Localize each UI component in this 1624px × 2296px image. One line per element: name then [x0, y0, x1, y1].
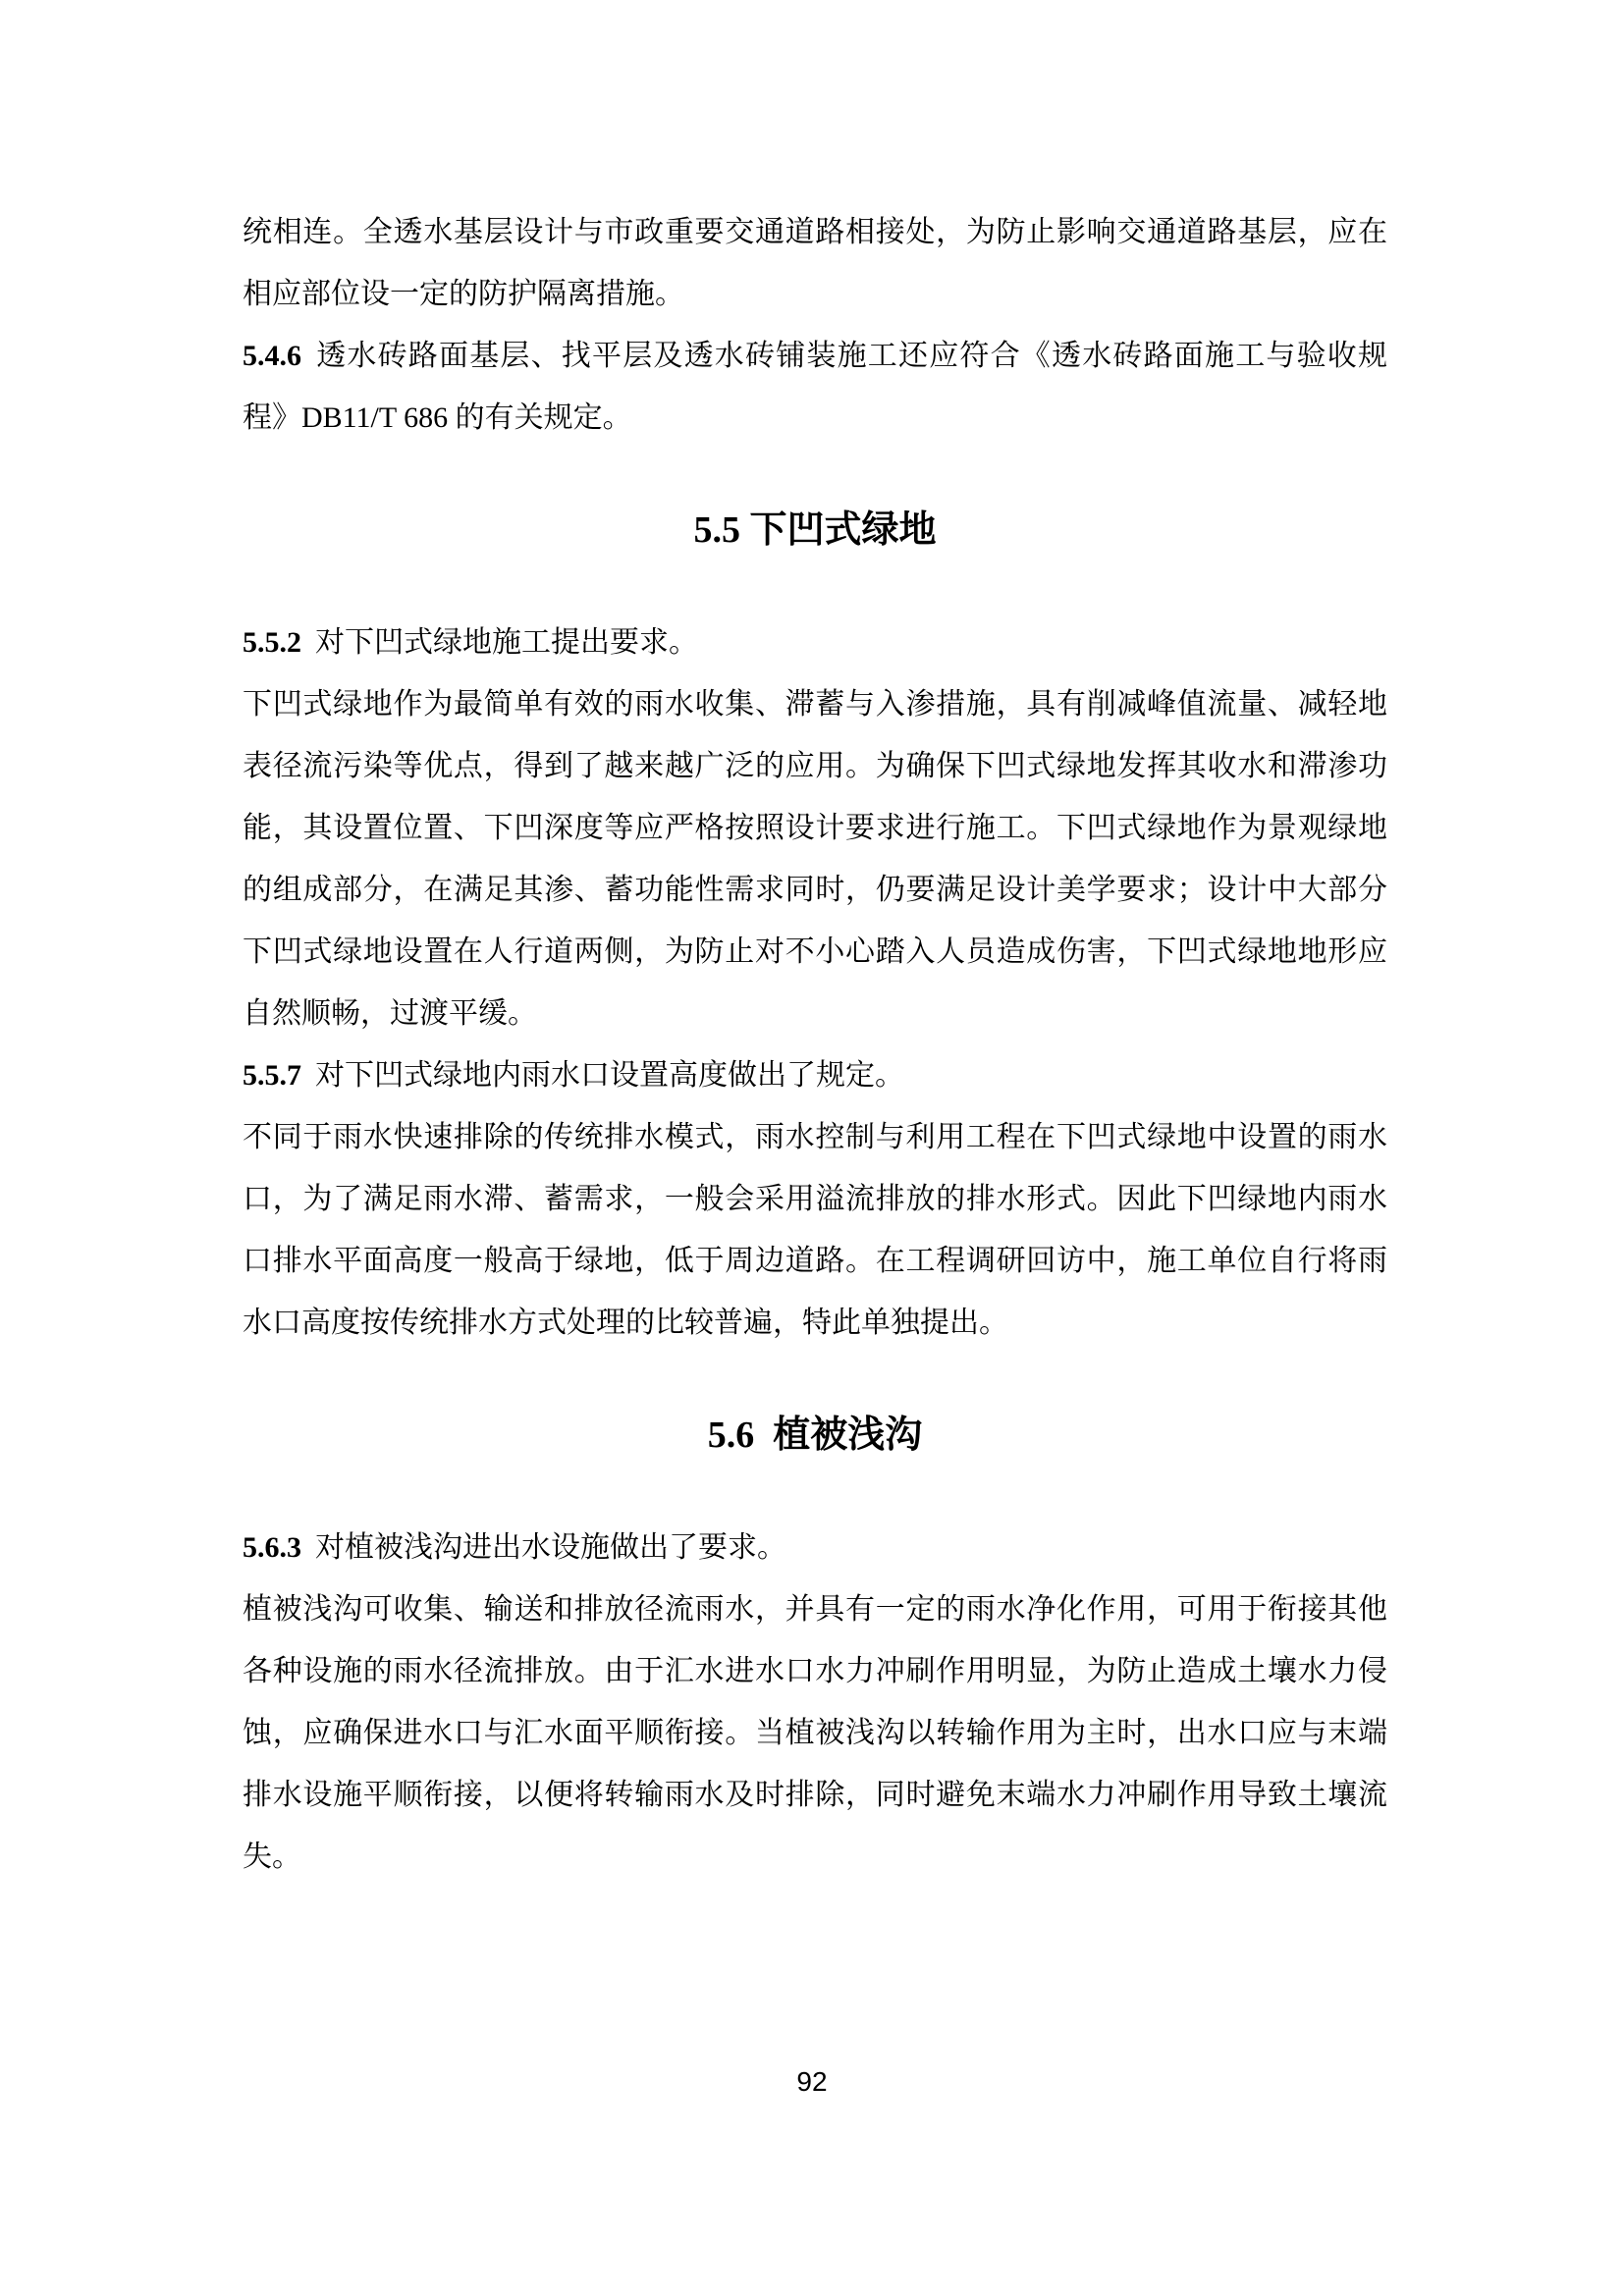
clause-5-5-7-text: 对下凹式绿地内雨水口设置高度做出了规定。	[315, 1059, 904, 1092]
clause-5-6-3-text: 对植被浅沟进出水设施做出了要求。	[315, 1531, 786, 1564]
page-number: 92	[796, 2066, 828, 2097]
clause-5-4-6-text: 透水砖路面基层、找平层及透水砖铺装施工还应符合《透水砖路面施工与验收规程》DB11/T 686 的有关规定。	[243, 340, 1387, 434]
clause-5-4-6-number: 5.4.6	[243, 340, 301, 372]
clause-5-5-2-text: 对下凹式绿地施工提出要求。	[315, 626, 698, 659]
clause-5-4-6	[243, 325, 1387, 449]
paragraph-rain-inlet-explanation: 不同于雨水快速排除的传统排水模式，雨水控制与利用工程在下凹式绿地中设置的雨水口，为了满足雨水滞、蓄需求，一般会采用溢流排放的排水形式。因此下凹绿地内雨水口排水平面高度一般高于绿地，低于周边道路。在工程调研回访中，施工单位自行将雨水口高度按传统排水方式处理的比较普遍，特此单独提出。	[243, 1121, 1387, 1339]
section-heading-5-6: 5.6 植被浅沟	[707, 1415, 923, 1456]
section-heading-5-5: 5.5 下凹式绿地	[693, 509, 937, 551]
paragraph-sunken-greenbelt-explanation: 下凹式绿地作为最简单有效的雨水收集、滞蓄与入渗措施，具有削减峰值流量、减轻地表径流污染等优点，得到了越来越广泛的应用。为确保下凹式绿地发挥其收水和滞渗功能，其设置位置、下凹深度等应严格按照设计要求进行施工。下凹式绿地作为景观绿地的组成部分，在满足其渗、蓄功能性需求同时，仍要满足设计美学要求；设计中大部分下凹式绿地设置在人行道两侧，为防止对不小心踏入人员造成伤害，下凹式绿地地形应自然顺畅，过渡平缓。	[243, 688, 1387, 1030]
clause-5-5-2-number: 5.5.2	[243, 626, 301, 659]
paragraph-continuation: 统相连。全透水基层设计与市政重要交通道路相接处，为防止影响交通道路基层，应在相应部位设一定的防护隔离措施。	[243, 216, 1387, 310]
clause-5-6-3-number: 5.6.3	[243, 1531, 301, 1564]
clause-5-5-7	[243, 1044, 1387, 1106]
document-content	[243, 201, 1387, 1888]
clause-5-6-3	[243, 1517, 1387, 1578]
clause-5-5-7-number: 5.5.7	[243, 1059, 301, 1092]
paragraph-vegetated-swale-explanation: 植被浅沟可收集、输送和排放径流雨水，并具有一定的雨水净化作用，可用于衔接其他各种设施的雨水径流排放。由于汇水进水口水力冲刷作用明显，为防止造成土壤水力侵蚀，应确保进水口与汇水面平顺衔接。当植被浅沟以转输作用为主时，出水口应与末端排水设施平顺衔接，以便将转输雨水及时排除，同时避免末端水力冲刷作用导致土壤流失。	[243, 1593, 1387, 1873]
clause-5-5-2	[243, 612, 1387, 673]
